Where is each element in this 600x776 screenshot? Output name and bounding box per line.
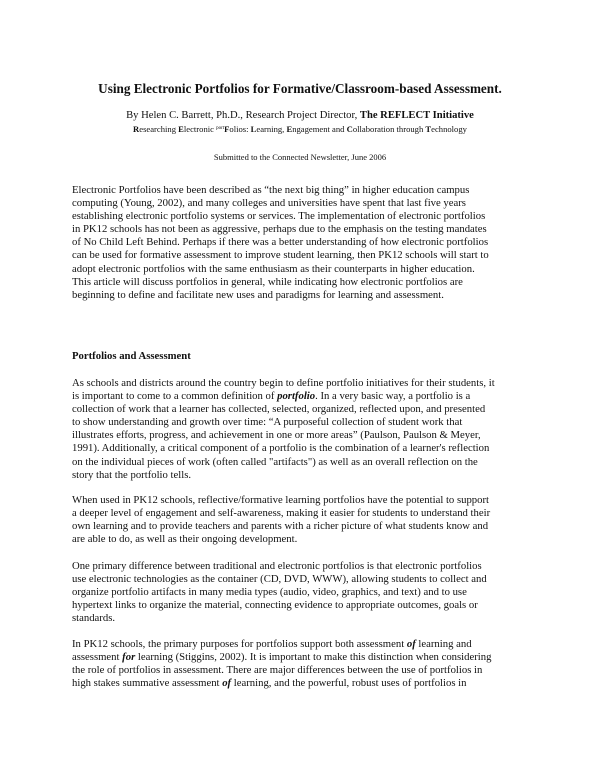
text-line bbox=[72, 403, 538, 416]
text-run: adopt electronic portfolios with the same enthusiasm as their counterparts in higher education. bbox=[72, 262, 475, 275]
paragraph-difference bbox=[72, 560, 538, 625]
paragraph-definition bbox=[72, 377, 538, 482]
tagline-segment: E bbox=[286, 124, 293, 134]
text-line bbox=[72, 573, 538, 586]
text-run: high stakes summative assessment bbox=[72, 677, 223, 690]
text-line bbox=[72, 276, 538, 289]
tagline-segment: E bbox=[178, 124, 184, 134]
text-line bbox=[72, 599, 538, 612]
text-line bbox=[72, 677, 538, 690]
text-run: to show understanding and growth over time: “A purposeful collection of student work that bbox=[72, 416, 463, 429]
text-run: 1991). Additionally, a critical component of a portfolio is the combination of a learner's reflection bbox=[72, 442, 490, 455]
text-run: In PK12 schools, the primary purposes for portfolios support both assessment bbox=[72, 638, 407, 650]
text-run: learning, and the powerful, robust uses of portfolios in bbox=[231, 677, 467, 690]
emphasis-term: portfolio bbox=[277, 390, 316, 403]
text-line bbox=[72, 494, 538, 507]
text-line bbox=[72, 456, 538, 469]
initiative-tagline bbox=[0, 124, 600, 134]
text-run: use electronic technologies as the container (CD, DVD, WWW), allowing students to collect and bbox=[72, 573, 487, 586]
emphasis-term: of bbox=[406, 638, 416, 650]
text-run: are able to do, as well as their ongoing development. bbox=[72, 533, 298, 546]
text-run: This article will discuss portfolios in general, while indicating how electronic portfolios are bbox=[72, 275, 463, 288]
tagline-segment: earning, bbox=[256, 124, 287, 134]
text-line bbox=[72, 560, 538, 573]
text-run: As schools and districts around the country begin to define portfolio initiatives for their students, it bbox=[72, 377, 495, 389]
text-run: learning and bbox=[415, 638, 472, 650]
text-line bbox=[72, 390, 538, 403]
text-line bbox=[72, 249, 538, 262]
paragraph-intro bbox=[72, 184, 538, 302]
text-run: assessment bbox=[72, 651, 123, 664]
text-line bbox=[72, 533, 538, 546]
text-run: collection of work that a learner has collected, selected, organized, reflected upon, and presented bbox=[72, 403, 486, 416]
paragraph-pk12-use bbox=[72, 494, 538, 546]
text-run: is important to come to a common definition of bbox=[72, 390, 278, 403]
tagline-segment: esearching bbox=[139, 124, 179, 134]
text-run: in PK12 schools has not been as aggressive, perhaps due to the emphasis on the testing mandates bbox=[72, 223, 487, 236]
text-run: standards. bbox=[72, 612, 116, 625]
tagline-segment: olios: bbox=[229, 124, 251, 134]
document-title: Using Electronic Portfolios for Formative/Classroom-based Assessment. bbox=[98, 81, 502, 96]
text-run: of No Child Left Behind. Perhaps if there was a better understanding of how electronic portfolios bbox=[72, 236, 489, 249]
text-run: learning (Stiggins, 2002). It is important to make this distinction when considering bbox=[135, 651, 492, 664]
text-run: hypertext links to organize the material, connecting evidence to appropriate outcomes, goals or bbox=[72, 599, 478, 612]
section-heading: Portfolios and Assessment bbox=[72, 350, 191, 362]
text-run: can be used for formative assessment to improve student learning, then PK12 schools will start to bbox=[72, 249, 489, 262]
text-line bbox=[72, 429, 538, 442]
text-line bbox=[72, 442, 538, 455]
emphasis-term: of bbox=[222, 677, 232, 690]
text-line bbox=[72, 197, 538, 210]
text-line bbox=[72, 236, 538, 249]
text-run: own learning and to provide teachers and parents with a richer picture of what students know and bbox=[72, 520, 489, 533]
tagline-segment: echnology bbox=[431, 124, 467, 134]
text-run: story that the portfolio tells. bbox=[72, 468, 192, 481]
text-line bbox=[72, 223, 538, 236]
text-run: illustrates efforts, progress, and achievement in one or more areas” (Paulson, Paulson & Meyer, bbox=[72, 429, 481, 442]
tagline-segment: C bbox=[346, 124, 353, 134]
text-run: computing (Young, 2002), and many colleges and universities have spent that last five years bbox=[72, 197, 466, 210]
text-run: . In a very basic way, a portfolio is a bbox=[315, 390, 471, 403]
text-line bbox=[72, 520, 538, 533]
submission-note: Submitted to the Connected Newsletter, June 2006 bbox=[213, 152, 387, 162]
text-run: the role of portfolios in assessment. There are major differences between the use of portfolios in bbox=[72, 664, 483, 677]
text-run: Electronic Portfolios have been described as “the next big thing” in higher education campus bbox=[72, 184, 470, 196]
tagline-segment: F bbox=[224, 124, 230, 134]
tagline-segment: lectronic bbox=[183, 124, 217, 134]
text-run: organize portfolio artifacts in many media types (audio, video, graphics, and text) and to use bbox=[72, 586, 467, 599]
paragraph-purposes bbox=[72, 638, 538, 690]
initiative-name: The REFLECT Initiative bbox=[359, 110, 474, 121]
text-line bbox=[72, 377, 538, 390]
byline-text: By Helen C. Barrett, Ph.D., Research Project Director, bbox=[126, 110, 360, 121]
tagline-segment: ngagement and bbox=[292, 124, 347, 134]
text-run: beginning to define and facilitate new uses and paradigms for learning and assessment. bbox=[72, 288, 444, 301]
text-run: One primary difference between traditional and electronic portfolios is that electronic portfolios bbox=[72, 560, 482, 572]
text-line bbox=[72, 638, 538, 651]
tagline-segment: L bbox=[250, 124, 257, 134]
text-run: When used in PK12 schools, reflective/formative learning portfolios have the potential to support bbox=[72, 494, 490, 506]
text-line bbox=[72, 664, 538, 677]
text-line bbox=[72, 263, 538, 276]
tagline-segment: port bbox=[216, 126, 225, 131]
tagline-segment: ollaboration through bbox=[352, 124, 426, 134]
emphasis-term: for bbox=[122, 651, 136, 664]
text-run: a deeper level of engagement and self-awareness, making it easier for students to understand their bbox=[72, 507, 491, 520]
text-line bbox=[72, 210, 538, 223]
tagline-segment: T bbox=[425, 124, 432, 134]
text-line bbox=[72, 289, 538, 302]
text-line bbox=[72, 612, 538, 625]
tagline-segment: R bbox=[133, 124, 140, 134]
text-line bbox=[72, 651, 538, 664]
text-line bbox=[72, 507, 538, 520]
author-byline bbox=[0, 110, 600, 121]
text-line bbox=[72, 469, 538, 482]
text-line bbox=[72, 416, 538, 429]
text-line bbox=[72, 184, 538, 197]
text-line bbox=[72, 586, 538, 599]
text-run: establishing electronic portfolio systems or services. The implementation of electronic portfolios bbox=[72, 210, 486, 223]
text-run: on the individual pieces of work (often called "artifacts") as well as an overall reflection on the bbox=[72, 455, 478, 468]
